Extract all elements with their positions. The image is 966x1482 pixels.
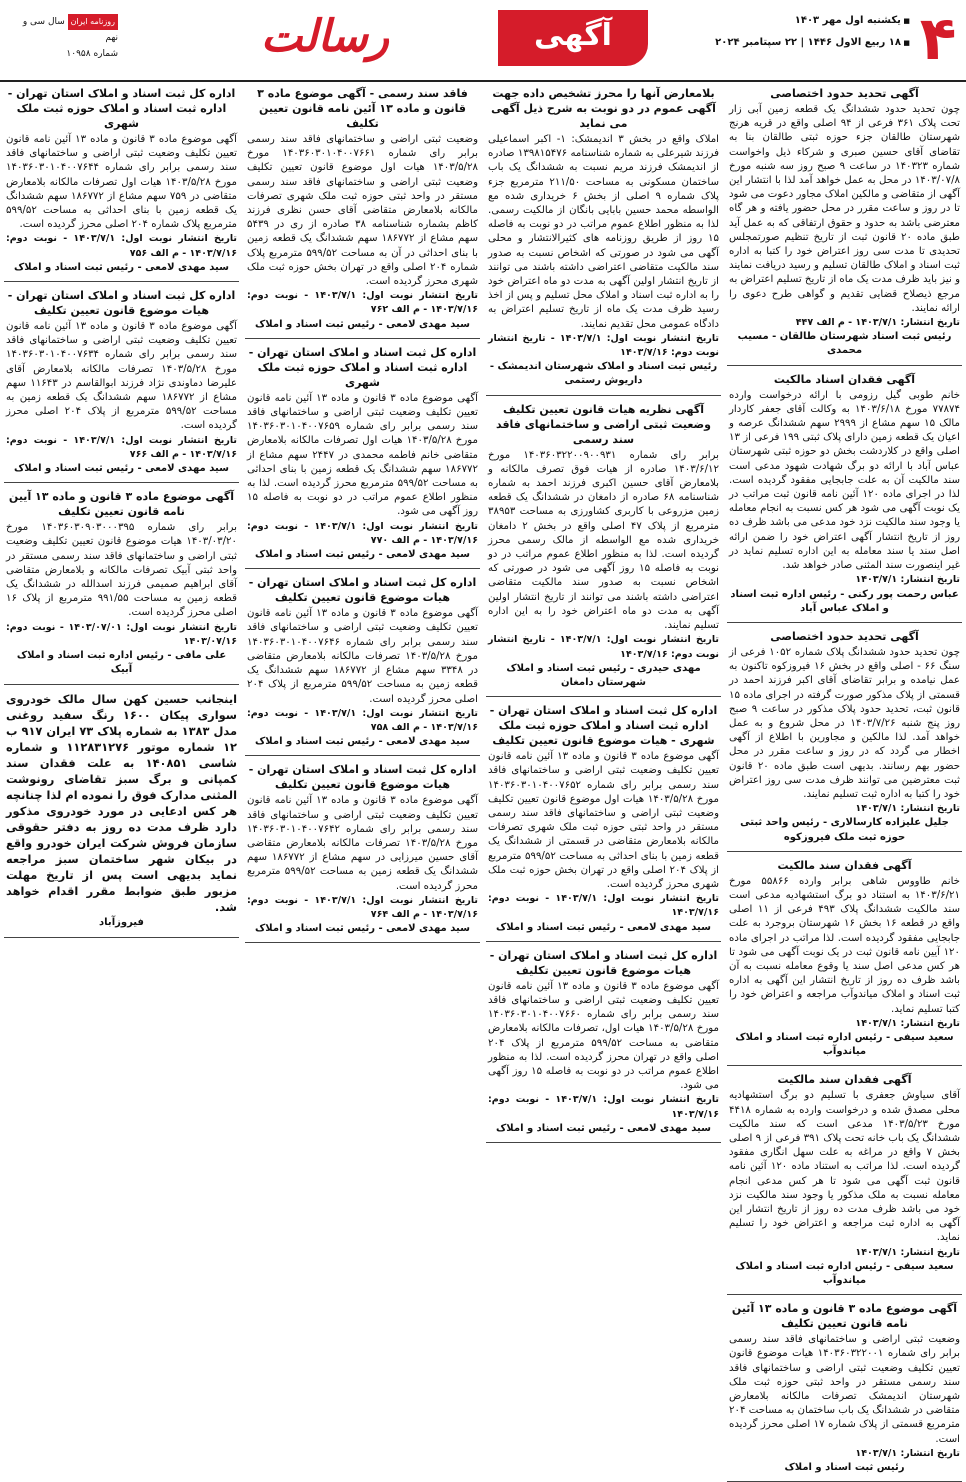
notice-title: آگهی تحدید حدود اختصاصی [770, 629, 919, 643]
column-4 [4, 84, 239, 1436]
notice-body: وضعیت ثبتی اراضی و ساختمانهای فاقد سند رسمی برابر رای شماره ۱۴۰۳۶۰۳۰۱۰۴۰۰۷۶۶۱ مورخ ۱۴۰۳/۵/۲۸ هیات اول موضوع قانون تعیین تکلیف وضعیت ثبتی اراضی و ساختمانهای فاقد سند رسمی مستقر در واحد ثبتی حوزه ثبت ملک شهری تصرفات مالکانه بلامعارض متقاضی آقای حسن نظری فرزند کاظم بشماره شناسنامه ۳۸ صادره از ری در ۵۴۳۹ سهم مشاع از ۱۸۶۷۷۲ سهم ششدانگ یک قطعه زمین با بنای احداثی در آن به مساحت ۵۹۹/۵۲ مترمربع پلاک شماره ۲۰۴ اصلی واقع در تهران بخش حوزه ثبت ملک شهری محرز گردیده است. [247, 134, 478, 288]
notice-title: آگهی تحدید حدود اختصاصی [770, 87, 919, 100]
notice-signature: سعید سیفی - رئیس اداره ثبت اسناد و املاک میاندوآب [735, 1260, 954, 1287]
notice-date: تاریخ انتشار نوبت اول: ۱۴۰۳/۷/۱ - تاریخ انتشار نوبت دوم: ۱۴۰۳/۷/۱۶ [488, 332, 719, 359]
legal-notice [486, 946, 721, 1143]
notice-title: آگهی نظریه هیات قانون تعیین تکلیف وضعیت ثبتی اراضی و ساختمانهای فاقد سند رسمی [495, 402, 712, 446]
meta-line-2: شماره ۱۰۹۵۸ [66, 49, 118, 59]
notice-date: تاریخ انتشار نوبت اول: ۱۴۰۳/۷/۱ - نوبت دوم: ۱۴۰۳/۷/۱۶ - م الف ۷۶۲ [247, 290, 478, 316]
notice-body: آگهی موضوع ماده ۳ قانون و ماده ۱۳ آئین نامه قانون تعیین تکلیف وضعیت ثبتی اراضی و ساختمانهای فاقد سند رسمی برابر رای شماره ۱۴۰۳۶۰۳۰۱۰۴۰۰۷۶۵۹ مورخ ۱۴۰۳/۵/۲۸ هیات اول تصرفات مالکانه بلامعارض متقاضی خانم فاطمه محمدی در ۲۴۴۷ سهم مشاع از ۱۸۶۷۷۲ سهم ششدانگ یک قطعه زمین با بنای احداثی به مساحت ۵۹۹/۵۲ مترمربع محرز گردیده است. لذا به منظور اطلاع عموم مراتب در دو نوبت به فاصله ۱۵ روز آگهی می شود. [247, 392, 478, 518]
issue-meta [8, 14, 118, 62]
legal-notice [4, 286, 239, 483]
notice-title: آگهی موضوع ماده ۳ قانون و ماده ۱۳ آیین نامه قانون تعیین تکلیف [8, 490, 235, 519]
notice-signature: سید مهدی لامعی - رئیس ثبت اسناد و املاک [255, 549, 470, 561]
legal-notice [4, 84, 239, 282]
notice-signature: جلیل علیزاده کارسالاری - رئیس واحد ثبتی حوزه ثبت ملک فیروزکوه [740, 817, 949, 843]
meta-tag: روزنامه ایران [68, 14, 118, 30]
meta-line-1: سال سی و نهم [22, 17, 118, 43]
legal-notice [727, 1070, 962, 1295]
section-title: آگهی [498, 10, 648, 66]
notice-title: اداره کل ثبت اسناد و املاک استان تهران - هیات موضوع قانون تعیین تکلیف [248, 763, 477, 792]
notice-title: اداره کل ثبت اسناد و املاک استان تهران - هیات موضوع قانون تعیین تکلیف [248, 576, 477, 605]
date-line-1: ■ یکشنبه اول مهر ۱۴۰۳ [710, 10, 910, 32]
notice-signature: سید مهدی لامعی - رئیس ثبت اسناد و املاک [255, 923, 470, 935]
notice-date: تاریخ انتشار: ۱۴۰۳/۷/۱ [855, 1246, 960, 1258]
notice-title: اداره کل ثبت اسناد و املاک استان تهران - اداره ثبت اسناد و املاک حوزه ثبت ملک شهری - هیات موضوع قانون تعیین تکلیف [489, 704, 718, 748]
notice-title: اداره کل ثبت اسناد و املاک استان تهران - اداره ثبت اسناد و املاک حوزه ثبت ملک شهری [248, 345, 477, 389]
notice-body: خانم طوبی گیل رزومی با ارائه درخواست وارده ۷۷۸۷۴ مورخ ۱۴۰۳/۶/۱۸ به وکالت آقای جعفر کاردار مالک ۱۵ سهم مشاع از ۲۹۹۹ سهم ششدانگ عرصه و اعیان یک قطعه زمین دارای پلاک ثبتی ۱۹۹ فرعی از ۱۳ اصلی واقع در کلاردشت بخش دو حوزه ثبتی شهرستان عباس آباد با ارائه دو برگ شهادت شهود مدعی است سند مالکیت آن به علت جابجایی مفقود گردیده است. لذا در اجرای ماده ۱۲۰ آئین نامه قانون ثبت مراتب در یک نوبت آگهی می شود هر کس نسبت به انجام معامله یا وجود سند مالکیت نزد خود مدعی می باشد ظرف ده روز از تاریخ انتشار آگهی اعتراض خود را ضمن ارائه اصل سند یا سند معامله به این اداره تسلیم نماید در غیر اینصورت سند المثنی صادر خواهد شد. [729, 389, 960, 572]
notice-date: تاریخ انتشار نوبت اول: ۱۴۰۳/۷/۱ - نوبت دوم: ۱۴۰۳/۷/۱۶ - م الف ۷۵۶ [6, 233, 237, 259]
notice-date: تاریخ انتشار: ۱۴۰۳/۷/۱ - م الف ۴۴۷ [795, 317, 960, 329]
notice-title: آگهی فقدان سند مالکیت [777, 1073, 912, 1087]
notice-title: اداره کل ثبت اسناد و املاک استان تهران - هیات موضوع قانون تعیین تکلیف [7, 289, 236, 318]
notice-body: اینجانب حسین کهن سال مالک خودروی سواری پیکان ۱۶۰۰ رنگ سفید روغنی مدل ۱۳۸۳ به شماره پلاک ۷۳ ایران ۹۱۷ ب ۱۲ شماره موتور ۱۱۲۸۳۱۲۷۶ و شماره شاسی ۱۴۰۸۵۱ به علت فقدان سند کمپانی و برگ سبز تقاضای رونوشت المثنی مدارک فوق را نموده ام لذا چنانچه هر کس ادعایی در مورد خودروی مذکور دارد ظرف مدت ده روز به دفتر حقوقی سازمان فروش شرکت ایران خودرو واقع در بیکان شهر ساختمان سبز مراجعه نماید بدیهی است پس از تاریخ مهلت مزبور طبق ضوابط مقرر اقدام خواهد شد. [6, 691, 237, 914]
notice-signature: فیروزآباد [99, 916, 144, 928]
notice-body: آگهی موضوع ماده ۳ قانون و ماده ۱۳ آئین نامه قانون تعیین تکلیف وضعیت ثبتی اراضی و ساختمانهای فاقد سند رسمی برابر رای شماره ۱۴۰۳۶۰۳۰۱۰۴۰۰۷۶۴۲ مورخ ۱۴۰۳/۵/۲۸ تصرفات مالکانه بلامعارض متقاضی آقای حسین میرزایی در سهم مشاع از ۱۸۶۷۷۲ سهم ششدانگ یک قطعه زمین به مساحت ۵۹۹/۵۲ مترمربع محرز گردیده است. [247, 795, 478, 892]
brand-logo: رسالت [260, 11, 390, 62]
legal-notice [727, 84, 962, 366]
ad-columns [4, 84, 962, 1474]
notice-date: تاریخ انتشار نوبت اول: ۱۴۰۳/۷/۱ - نوبت دوم: ۱۴۰۳/۷/۱۶ - م الف ۷۶۶ [6, 434, 237, 460]
legal-notice [4, 689, 239, 938]
legal-notice [245, 84, 480, 339]
notice-signature: سید مهدی لامعی - رئیس ثبت اسناد و املاک [255, 318, 470, 330]
notice-date: تاریخ انتشار: ۱۴۰۳/۷/۱ [855, 803, 960, 815]
legal-notice [727, 1299, 962, 1482]
notice-body: برابر رای شماره ۱۴۰۳۶۰۳۲۲۰۰۹۰۰۹۳۱ مورخ ۱۴۰۳/۶/۱۲ صادره از هیات فوق تصرف مالکانه و بلامعارض آقای حسین اکبری فرزند احمد به شماره شناسنامه ۶۸ صادره از دامغان در ششدانگ یک قطعه زمین مزروعی با کاربری کشاورزی به مساحت ۳۸۹۵۳ مترمربع از پلاک ۴۷ اصلی واقع در بخش ۲ دامغان خریداری شده مع الواسطه از مالک رسمی محرز گردیده است. لذا به منظور اطلاع عموم مراتب در دو نوبت به فاصله ۱۵ روز آگهی می شود در صورتی که اشخاص نسبت به صدور سند مالکیت متقاضی اعتراضی داشته باشند می توانند از تاریخ انتشار اولین آگهی به مدت دو ماه اعتراض خود را به این اداره تسلیم نمایند. [488, 449, 720, 632]
notice-body: آگهی موضوع ماده ۳ قانون و ماده ۱۳ آئین نامه قانون تعیین تکلیف وضعیت ثبتی اراضی و ساختمانهای فاقد سند رسمی برابر رای شماره ۱۴۰۳۶۰۳۰۱۰۴۰۰۷۶۳۴ مورخ ۱۴۰۳/۵/۲۸ تصرفات مالکانه بلامعارض آقای علیرضا دماوندی نژاد فرزند ابوالقاسم در ۱۱۶۴۳ سهم مشاع از ۱۸۶۷۷۲ سهم ششدانگ یک قطعه زمین به مساحت ۵۹۹/۵۲ مترمربع از پلاک ۲۰۴ اصلی محرز گردیده است. [6, 321, 237, 432]
notice-signature: رئیس ثبت اسناد شهرستان طالقان - مسیب محمدی [737, 331, 952, 357]
notice-title: آگهی فقدان اسناد مالکیت [773, 372, 916, 386]
column-1 [727, 84, 962, 1474]
notice-title: بلامعارض آنها را محرز تشخیص داده جهت آگهی عموم در دو نوبت به شرح ذیل آگهی می نماید [491, 87, 716, 130]
notice-signature: سید مهدی لامعی - رئیس ثبت اسناد و املاک [255, 736, 470, 748]
notice-title: آگهی فقدان سند مالکیت [777, 858, 912, 872]
date-block [710, 10, 910, 54]
notice-body: چون تحدید حدود ششدانگ پلاک شماره ۱۰۵۲ فرعی از سنگ ۶۶ - اصلی واقع در بخش ۱۶ فیروزکوه تاکنون به عمل نیامده و برابر تقاضای آقای اکبر فرزند احمد در قسمتی از پلاک مذکور صورت گرفته در اجرای ماده ۱۵ قانون ثبت، تحدید حدود پلاک مذکور در ساعت ۹ صبح روز پنج شنبه ۱۴۰۳/۷/۲۶ در محل شروع و به عمل خواهد آمد. لذا مالکین و مجاورین با اطلاع از آگهی اخطار می گردد که در روز و ساعت مقرر در محل حضور بهم رسانند. بدیهی است طبق ماده ۲۰ قانون ثبت معترضین می توانند ظرف مدت سی روز اعتراض خود را کتبا به اداره ثبت تسلیم نمایند. [729, 646, 960, 800]
column-3 [245, 84, 480, 1436]
notice-signature: عباس رحمت پور رکنی - رئیس اداره ثبت اسناد و املاک عباس آباد [730, 588, 959, 614]
page-header [0, 0, 966, 82]
notice-date: تاریخ انتشار نوبت اول: ۱۴۰۳/۷/۱ - نوبت دوم: ۱۴۰۳/۷/۱۶ - م الف ۷۵۸ [247, 707, 478, 733]
column-2 [486, 84, 721, 1436]
notice-body: آگهی موضوع ماده ۳ قانون و ماده ۱۳ آئین نامه قانون تعیین تکلیف وضعیت ثبتی اراضی و ساختمانهای فاقد سند رسمی برابر رای شماره ۱۴۰۳۶۰۳۰۱۰۴۰۰۷۶۶۰ مورخ ۱۴۰۳/۵/۲۸ هیات اول، تصرفات مالکانه بلامعارض متقاضی به مساحت ۵۹۹/۵۲ مترمربع از پلاک ۲۰۴ اصلی واقع در تهران محرز گردیده است. لذا به منظور اطلاع عموم مراتب در دو نوبت به فاصله ۱۵ روز آگهی می شود. [488, 980, 719, 1092]
notice-body: خانم طاووس شاهی برابر وارده ۵۵۸۶۶ مورخ ۱۴۰۳/۶/۲۱ به استناد دو برگ استشهادیه مدعی است سند مالکیت ششدانگ پلاک ۴۹۳ فرعی از ۱۱ اصلی واقع در قطعه ۱۶ بخش ۱۶ شهرستان بروجرد به علت جابجایی مفقود گردیده است. لذا مراتب در اجرای ماده ۱۲۰ آیین نامه قانون ثبت در یک نوبت آگهی می شود تا هر کس مدعی اصل سند یا وقوع معامله نسبت به آن باشد ظرف ده روز از تاریخ انتشار این آگهی به اداره ثبت اسناد و املاک میاندوآب مراجعه و اعتراض خود را کتبا تسلیم نماید. [729, 875, 960, 1015]
legal-notice [245, 343, 480, 569]
notice-body: آگهی موضوع ماده ۳ قانون و ماده ۱۳ آئین نامه قانون تعیین تکلیف وضعیت ثبتی اراضی و ساختمانهای فاقد سند رسمی برابر رای شماره ۱۴۰۳۶۰۳۰۱۰۴۰۰۷۶۴۴ مورخ ۱۴۰۳/۵/۲۸ هیات اول تصرفات مالکانه بلامعارض متقاضی در ۷۵۹ سهم مشاع از ۱۸۶۷۷۲ سهم ششدانگ یک قطعه زمین با بنای احداثی به مساحت ۵۹۹/۵۲ مترمربع پلاک شماره ۲۰۴ اصلی محرز گردیده است. [6, 134, 237, 231]
notice-body: آگهی موضوع ماده ۳ قانون و ماده ۱۳ آئین نامه قانون تعیین تکلیف وضعیت ثبتی اراضی و ساختمانهای فاقد سند رسمی برابر رای شماره ۱۴۰۳۶۰۳۰۱۰۴۰۰۷۶۵۲ مورخ ۱۴۰۳/۵/۲۸ هیات اول موضوع قانون تعیین تکلیف وضعیت ثبتی اراضی و ساختمانهای فاقد سند رسمی مستقر در واحد ثبتی حوزه ثبت ملک شهری تصرفات مالکانه بلامعارض متقاضی در قسمتی از ششدانگ یک قطعه زمین با بنای احداثی به مساحت ۵۹۹/۵۲ مترمربع از پلاک ۲۰۴ اصلی واقع در تهران بخش حوزه ثبت ملک شهری محرز گردیده است. [488, 751, 719, 890]
notice-signature: سید مهدی لامعی - رئیس ثبت اسناد و املاک [14, 463, 229, 475]
notice-body: وضعیت ثبتی اراضی و ساختمانهای فاقد سند رسمی برابر رای شماره ۱۴۰۳۶۰۳۲۲۰۰۱ هیات موضوع قانون تعیین تکلیف وضعیت ثبتی اراضی و ساختمانهای فاقد سند رسمی مستقر در واحد ثبتی حوزه ثبت ملک شهرستان اندیمشک تصرفات مالکانه بلامعارض متقاضی در ششدانگ یک باب ساختمان به مساحت ۲۰۴ مترمربع قسمتی از پلاک شماره ۱۷ اصلی محرز گردیده است. [729, 1334, 960, 1445]
notice-signature: سید مهدی لامعی - رئیس ثبت اسناد و املاک [496, 921, 711, 933]
notice-signature: رئیس ثبت اسناد و املاک [784, 1462, 905, 1474]
notice-title: آگهی موضوع ماده ۳ قانون و ماده ۱۳ آئین نامه قانون تعیین تکلیف [731, 1302, 958, 1331]
notice-date: تاریخ انتشار نوبت اول: ۱۴۰۳/۷/۱ - نوبت دوم: ۱۴۰۳/۷/۱۶ [488, 1094, 719, 1120]
notice-signature: سید مهدی لامعی - رئیس ثبت اسناد و املاک [14, 261, 229, 273]
notice-date: تاریخ انتشار نوبت اول: ۱۴۰۳/۷/۱ - نوبت دوم: ۱۴۰۳/۷/۱۶ [488, 893, 719, 919]
legal-notice [486, 701, 721, 942]
notice-date: تاریخ انتشار نوبت اول: ۱۴۰۳/۷/۱ - تاریخ انتشار نوبت دوم: ۱۴۰۳/۷/۱۶ [488, 634, 719, 660]
notice-date: تاریخ انتشار: ۱۴۰۳/۷/۱ [855, 1017, 960, 1029]
page-number: ۴ [919, 4, 957, 74]
date-line-2: ■ ۱۸ ربیع الاول ۱۴۴۶ | ۲۲ سپتامبر ۲۰۲۴ [710, 32, 910, 54]
legal-notice [486, 84, 721, 396]
legal-notice [486, 400, 721, 697]
notice-date: تاریخ انتشار: ۱۴۰۳/۷/۱ [855, 574, 960, 586]
notice-date: تاریخ انتشار نوبت اول: ۱۴۰۳/۷/۱ - نوبت دوم: ۱۴۰۳/۷/۱۶ - م الف ۷۶۴ [247, 894, 478, 920]
notice-title: فاقد سند رسمی - آگهی موضوع ماده ۳ قانون و ماده ۱۳ آئین نامه قانون تعیین تکلیف [257, 87, 468, 130]
notice-title: اداره کل ثبت اسناد و املاک استان تهران - هیات موضوع قانون تعیین تکلیف [489, 948, 718, 977]
legal-notice [245, 760, 480, 943]
legal-notice [245, 573, 480, 756]
notice-body: املاک واقع در بخش ۳ اندیمشک: ۱- اکبر اسماعیلی فرزند شیرعلی به شماره شناسنامه ۱۳۹۸۱۵۴۷۶ صادره از اندیمشک فرزند مریم نسبت به ششدانگ یک باب ساختمان مسکونی به مساحت ۲۱۱/۵۰ مترمربع جزء پلاک شماره ۹ اصلی از بخش ۶ خریداری شده مع الواسطه محمد حسین بابایی بانگان از مالکیت رسمی. لذا به منظور اطلاع عموم مراتب در دو نوبت به فاصله ۱۵ روز از طریق روزنامه های کثیرالانتشار و محلی آگهی می شود در صورتی که اشخاص نسبت به صدور سند مالکیت متقاضی اعتراضی داشته باشند می توانند از تاریخ انتشار اولین آگهی به مدت دو ماه اعتراض خود را به اداره ثبت اسناد و املاک محل تسلیم و پس از اخذ رسید ظرف مدت یک ماه از تاریخ تسلیم اعتراض به دادگاه عمومی محل تقدیم نمایند. [488, 134, 719, 330]
notice-signature: سعید سیفی - رئیس اداره ثبت اسناد و املاک میاندوآب [735, 1031, 954, 1058]
legal-notice [727, 370, 962, 623]
legal-notice [4, 487, 239, 684]
notice-signature: رئیس ثبت اسناد و املاک شهرستان اندیمشک - داریوش رستمی [489, 361, 718, 387]
notice-body: برابر رای شماره ۱۴۰۳۶۰۳۰۹۰۳۰۰۰۳۹۵ مورخ ۱۴۰۳/۰۳/۲۰ هیات موضوع قانون تعیین تکلیف وضعیت ثبتی اراضی و ساختمانهای فاقد سند رسمی مستقر در واحد ثبتی آبیک تصرفات مالکانه و بلامعارض متقاضی آقای ابراهیم صمیمی فرزند اسدالله در ششدانگ یک قطعه زمین به مساحت ۹۹۱/۵۵ مترمربع از پلاک ۱۶ اصلی محرز گردیده است. [6, 522, 237, 619]
notice-body: چون تحدید حدود ششدانگ یک قطعه زمین آبی زار تحت پلاک ۳۶۱ فرعی از ۹۴ اصلی واقع در قریه هرنج شهرستان طالقان جزء حوزه ثبتی طالقان بنا به تقاضای آقای حسین صبری و شرکاء ذیل واخواست شماره ۱۴۰۳۲۳ در ساعت ۹ صبح روز سه شنبه مورخ ۱۴۰۳/۰۷/۸ در محل به عمل خواهد آمد لذا با انتشار این آگهی از متقاضی و مالکین املاک مجاور دعوت می شود تا در روز و ساعت مقرر در محل حضور یافته و هر گاه معترضی باشد به حدود و حقوق ارتفاقی که به عمل آید طبق ماده ۲۰ قانون ثبت از تاریخ تنظیم صورتمجلس تحدیدی تا مدت سی روز اعتراض خود را کتبا به اداره ثبت اسناد و املاک طالقان تسلیم و رسید دریافت نمایند و نیز باید ظرف مدت یک ماه از تاریخ تسلیم اعتراض به مرجع ذیصلاح قضایی تقدیم و گواهی طرح دعوی را ارائه نمایند. [729, 104, 960, 314]
notice-body: آگهی موضوع ماده ۳ قانون و ماده ۱۳ آئین نامه قانون تعیین تکلیف وضعیت ثبتی اراضی و ساختمانهای فاقد سند رسمی برابر رای شماره ۱۴۰۳۶۰۳۰۱۰۴۰۰۷۶۴۶ مورخ ۱۴۰۳/۵/۲۸ تصرفات مالکانه بلامعارض متقاضی در ۳۳۴۸ سهم مشاع از ۱۸۶۷۷۲ سهم ششدانگ یک قطعه زمین به مساحت ۵۹۹/۵۲ مترمربع از پلاک ۲۰۴ اصلی محرز گردیده است. [247, 608, 478, 705]
notice-signature: مهدی حیدری - رئیس ثبت اسناد و املاک شهرستان دامغان [506, 662, 701, 688]
notice-date: تاریخ انتشار نوبت اول: ۱۴۰۳/۷/۱ - نوبت دوم: ۱۴۰۳/۷/۱۶ - م الف ۷۷۰ [247, 520, 478, 546]
legal-notice [727, 856, 962, 1067]
notice-date: تاریخ انتشار نوبت اول: ۱۴۰۳/۰۷/۰۱ - نوبت دوم: ۱۴۰۳/۰۷/۱۶ [6, 621, 237, 647]
notice-signature: علی مافی - رئیس اداره ثبت اسناد و املاک آبیک [16, 650, 227, 676]
notice-body: آقای سیاوش جعفری با تسلیم دو برگ استشهادیه محلی مصدق شده و درخواست وارده به شماره ۴۴۱۸ مورخ ۱۴۰۳/۵/۲۳ مدعی است که سند مالکیت ششدانگ یک باب خانه تحت پلاک ۳۹۱ فرعی از ۹ اصلی بخش ۷ واقع در مراغه به علت سهل انگاری مفقود گردیده است. لذا مراتب به استناد ماده ۱۲۰ آئین نامه قانون ثبت آگهی می شود تا هر کس مدعی انجام معامله نسبت به ملک مذکور یا وجود سند مالکیت نزد خود می باشد ظرف مدت ده روز از تاریخ انتشار این آگهی به اداره ثبت مراجعه و اعتراض خود را تسلیم نماید. [729, 1090, 961, 1244]
legal-notice [727, 627, 962, 852]
notice-signature: سید مهدی لامعی - رئیس ثبت اسناد و املاک [496, 1122, 711, 1134]
notice-title: اداره کل ثبت اسناد و املاک استان تهران - اداره ثبت اسناد و املاک حوزه ثبت ملک شهری [7, 87, 236, 130]
notice-date: تاریخ انتشار: ۱۴۰۳/۷/۱ [855, 1447, 960, 1459]
